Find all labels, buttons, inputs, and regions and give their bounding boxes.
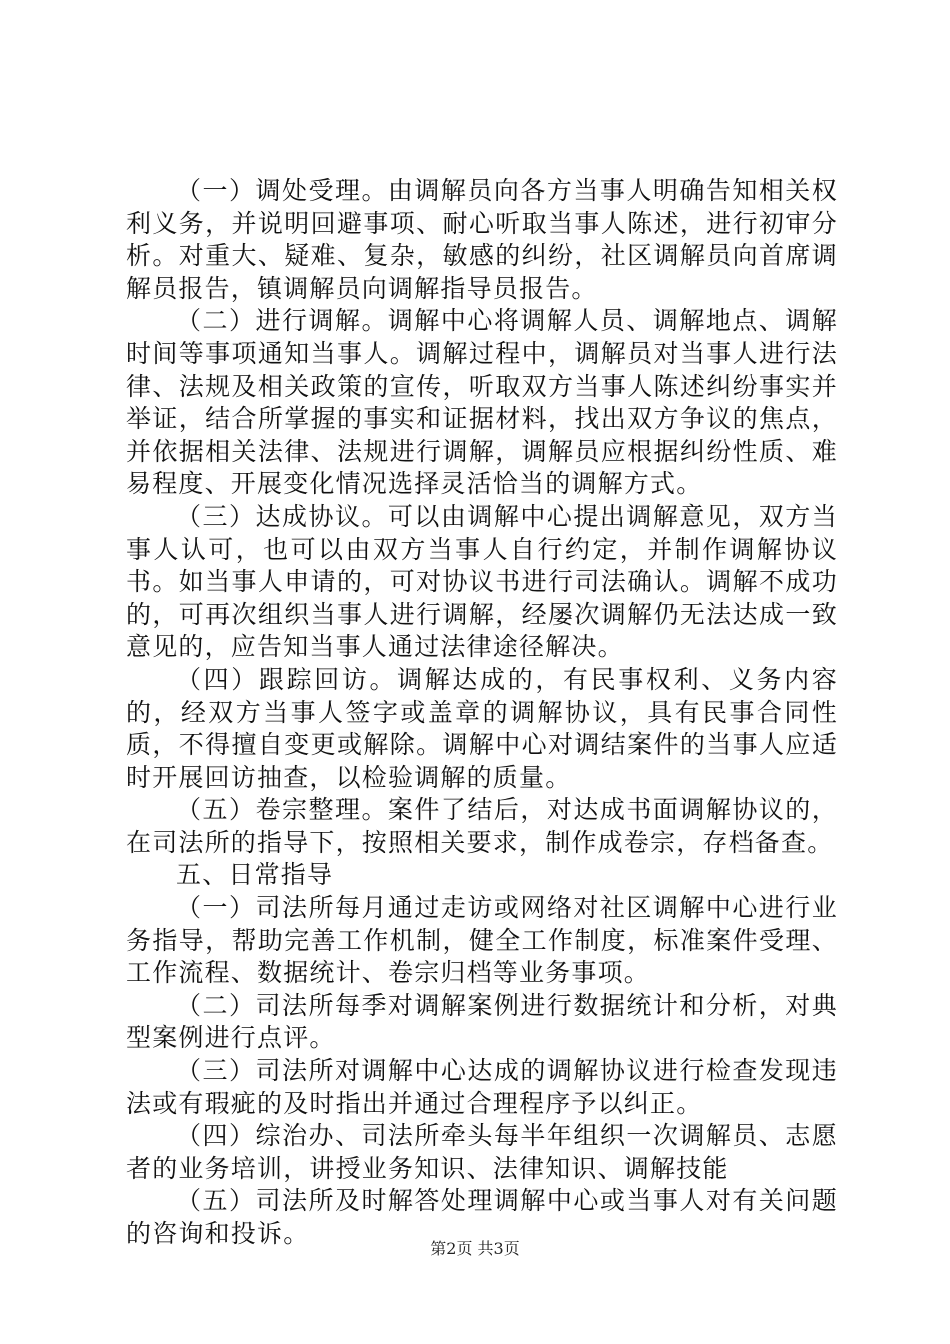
paragraph-guidance-3: （三）司法所对调解中心达成的调解协议进行检查发现违法或有瑕疵的及时指出并通过合理程序予以纠正。: [126, 1056, 838, 1118]
document-body: [126, 175, 838, 1251]
paragraph-guidance-4: （四）综治办、司法所牵头每半年组织一次调解员、志愿者的业务培训，讲授业务知识、法律知识、调解技能: [126, 1121, 838, 1183]
paragraph-guidance-2: （二）司法所每季对调解案例进行数据统计和分析，对典型案例进行点评。: [126, 990, 838, 1053]
page-number-footer: 第2页 共3页: [430, 1239, 520, 1258]
paragraph-intake: （一）调处受理。由调解员向各方当事人明确告知相关权利义务，并说明回避事项、耐心听取当事人陈述，进行初审分析。对重大、疑难、复杂，敏感的纠纷，社区调解员向首席调解员报告，镇调解员向调解指导员报告。: [126, 176, 838, 303]
paragraph-archiving: （五）卷宗整理。案件了结后，对达成书面调解协议的，在司法所的指导下，按照相关要求，制作成卷宗，存档备查。: [126, 795, 838, 857]
paragraph-agreement: （三）达成协议。可以由调解中心提出调解意见，双方当事人认可，也可以由双方当事人自行约定，并制作调解协议书。如当事人申请的，可对协议书进行司法确认。调解不成功的，可再次组织当事人进行调解，经屡次调解仍无法达成一致意见的，应告知当事人通过法律途径解决。: [126, 501, 838, 662]
paragraph-follow-up: （四）跟踪回访。调解达成的，有民事权利、义务内容的，经双方当事人签字或盖章的调解协议，具有民事合同性质，不得擅自变更或解除。调解中心对调结案件的当事人应适时开展回访抽查，以检验调解的质量。: [126, 664, 838, 792]
section-heading-daily-guidance: 五、日常指导: [176, 860, 334, 890]
paragraph-guidance-1: （一）司法所每月通过走访或网络对社区调解中心进行业务指导，帮助完善工作机制，健全工作制度，标准案件受理、工作流程、数据统计、卷宗归档等业务事项。: [126, 893, 838, 988]
paragraph-mediation: （二）进行调解。调解中心将调解人员、调解地点、调解时间等事项通知当事人。调解过程中，调解员对当事人进行法律、法规及相关政策的宣传，听取双方当事人陈述纠纷事实并举证，结合所掌握的事实和证据材料，找出双方争议的焦点，并依据相关法律、法规进行调解，调解员应根据纠纷性质、难易程度、开展变化情况选择灵活恰当的调解方式。: [126, 306, 838, 499]
paragraph-guidance-5: （五）司法所及时解答处理调解中心或当事人对有关问题的咨询和投诉。: [126, 1186, 838, 1248]
